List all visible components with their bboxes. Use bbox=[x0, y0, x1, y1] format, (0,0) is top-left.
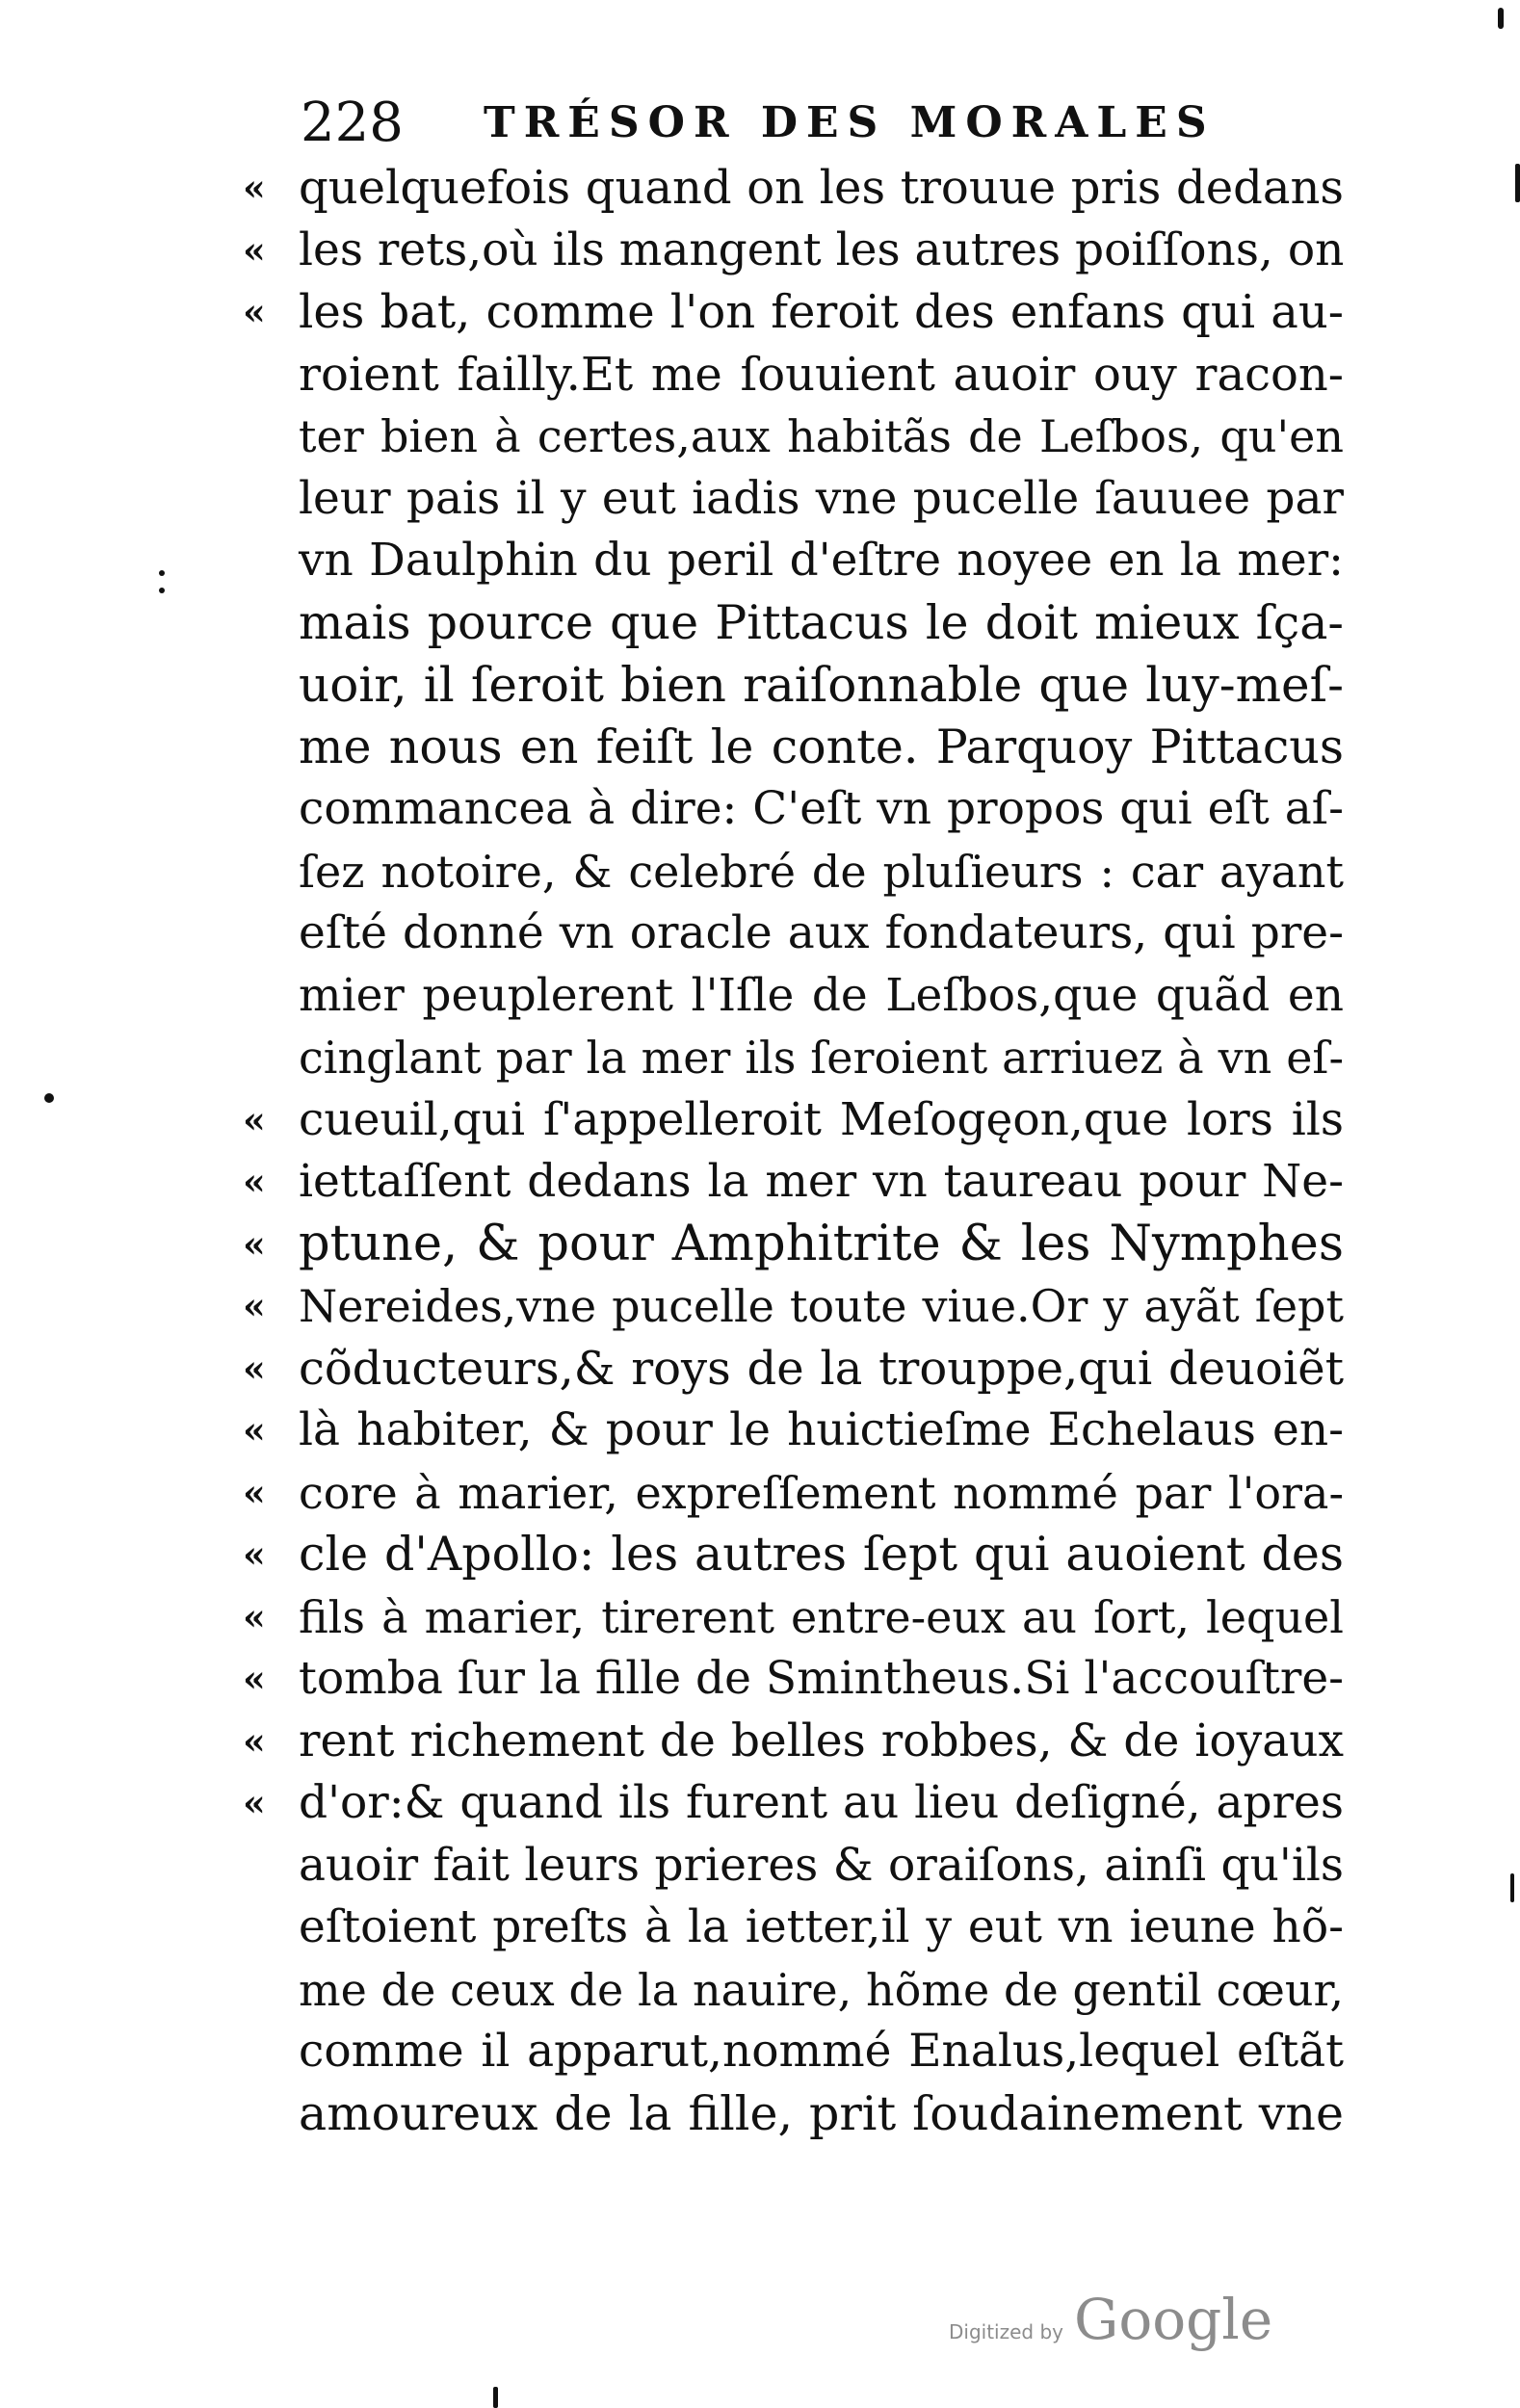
line-text: leur pais il y eut iadis vne pucelle ſauuee par bbox=[299, 471, 1344, 525]
text-line bbox=[243, 1089, 1344, 1152]
line-text: cle d'Apollo: les autres ſept qui auoient des bbox=[299, 1527, 1344, 1582]
text-line bbox=[243, 1214, 1344, 1276]
line-text: cinglant par la mer ils ſeroient arriuez à vn eſ- bbox=[299, 1032, 1344, 1084]
page-header bbox=[301, 85, 1225, 162]
text-block bbox=[243, 157, 1345, 2145]
line-text: auoir fait leurs prieres & oraiſons, ainſi qu'ils bbox=[299, 1838, 1344, 1892]
quotation-marker: « bbox=[243, 1657, 266, 1700]
digitized-watermark bbox=[949, 2288, 1276, 2355]
text-line bbox=[243, 220, 1345, 282]
line-text: uoir, il ſeroit bien raiſonnable que luy-meſ- bbox=[299, 657, 1344, 713]
quotation-marker: « bbox=[243, 227, 266, 272]
running-title: TRÉSOR DES MORALES bbox=[484, 98, 1216, 147]
text-line bbox=[243, 1400, 1344, 1462]
line-text: vn Daulphin du peril d'eſtre noyee en la mer: bbox=[299, 534, 1344, 587]
text-line bbox=[243, 1586, 1344, 1649]
text-line bbox=[299, 1027, 1344, 1089]
line-text: core à marier, expreſſement nommé par l'ora- bbox=[299, 1466, 1344, 1519]
line-text: cueuil,qui ſ'appelleroit Meſogęon,que lors ils bbox=[299, 1092, 1344, 1146]
line-text: eſté donné vn oracle aux fondateurs, qui pre- bbox=[299, 906, 1344, 959]
line-text: ptune, & pour Amphitrite & les Nymphes bbox=[299, 1215, 1344, 1272]
line-text: amoureux de la fille, prit ſoudainement vne bbox=[299, 2085, 1344, 2141]
text-line bbox=[299, 1897, 1344, 1959]
text-line bbox=[299, 717, 1344, 779]
text-line bbox=[299, 903, 1344, 965]
text-line bbox=[299, 1959, 1344, 2022]
quotation-marker: « bbox=[243, 290, 266, 333]
line-text: d'or:& quand ils furent au lieu deſigné, apres bbox=[299, 1776, 1344, 1829]
quotation-marker: « bbox=[243, 1470, 266, 1514]
quotation-marker: « bbox=[243, 1284, 266, 1327]
quotation-marker: « bbox=[243, 1221, 266, 1266]
line-text: eſtoient preſts à la ietter,il y eut vn ieune hõ- bbox=[299, 1900, 1344, 1953]
google-wordmark: Google bbox=[1074, 2287, 1273, 2352]
text-line bbox=[243, 1151, 1344, 1214]
text-line bbox=[243, 281, 1344, 344]
text-line bbox=[243, 1275, 1344, 1338]
line-text: quelquefois quand on les trouue pris dedans bbox=[299, 161, 1344, 215]
line-text: Nereides,vne pucelle toute viue.Or y ayãt ſept bbox=[299, 1280, 1344, 1332]
line-text: fils à marier, tirerent entre-eux au ſort, lequel bbox=[299, 1590, 1344, 1643]
margin-ink-mark bbox=[44, 1093, 54, 1103]
line-text: les rets,où ils mangent les autres poiſſons, on bbox=[299, 222, 1345, 276]
text-line bbox=[299, 841, 1344, 903]
line-text: là habiter, & pour le huictieſme Echelaus en- bbox=[299, 1403, 1344, 1456]
margin-ink-mark bbox=[1498, 8, 1504, 29]
line-text: comme il apparut,nommé Enalus,lequel eſtãt bbox=[299, 2025, 1344, 2078]
quotation-marker: « bbox=[243, 1097, 266, 1141]
margin-ink-mark bbox=[159, 570, 165, 576]
line-text: iettaſſent dedans la mer vn taureau pour Ne- bbox=[299, 1155, 1344, 1208]
text-line bbox=[243, 1462, 1344, 1525]
text-line bbox=[299, 654, 1344, 717]
text-line bbox=[243, 1772, 1344, 1835]
line-text: les bat, comme l'on feroit des enfans qui au- bbox=[299, 285, 1344, 339]
page-number: 228 bbox=[301, 92, 404, 154]
line-text: me de ceux de la nauire, hõme de gentil cœur, bbox=[299, 1963, 1344, 2016]
text-line bbox=[299, 965, 1344, 1028]
text-line bbox=[243, 1338, 1344, 1400]
line-text: roient failly.Et me ſouuient auoir ouy racon- bbox=[299, 347, 1344, 402]
line-text: me nous en feiſt le conte. Parquoy Pittacus bbox=[299, 719, 1344, 774]
text-line bbox=[299, 468, 1344, 531]
quotation-marker: « bbox=[243, 1532, 266, 1576]
quotation-marker: « bbox=[243, 1160, 266, 1203]
line-text: commancea à dire: C'eſt vn propos qui eſt aſ- bbox=[299, 782, 1344, 835]
line-text: rent richement de belles robbes, & de ioyaux bbox=[299, 1714, 1344, 1767]
margin-ink-mark bbox=[493, 2387, 498, 2408]
text-line bbox=[243, 1711, 1344, 1773]
margin-ink-mark bbox=[1515, 164, 1520, 202]
margin-ink-mark bbox=[1510, 1873, 1514, 1902]
text-line bbox=[243, 1648, 1345, 1711]
text-line bbox=[299, 778, 1344, 841]
text-line bbox=[299, 2021, 1344, 2083]
text-line bbox=[299, 592, 1344, 655]
text-line bbox=[299, 2083, 1344, 2146]
line-text: tomba ſur la fille de Smintheus.Si l'accouſtre- bbox=[299, 1652, 1345, 1705]
quotation-marker: « bbox=[243, 1781, 266, 1824]
text-line bbox=[243, 1524, 1344, 1586]
quotation-marker: « bbox=[243, 1408, 266, 1452]
margin-ink-mark bbox=[159, 588, 165, 593]
line-text: cõducteurs,& roys de la trouppe,qui deuoiẽt bbox=[299, 1341, 1344, 1396]
quotation-marker: « bbox=[243, 1718, 266, 1763]
quotation-marker: « bbox=[243, 166, 266, 209]
line-text: mier peuplerent l'Iſle de Leſbos,que quãd en bbox=[299, 968, 1344, 1022]
text-line bbox=[243, 157, 1344, 220]
line-text: mais pource que Pittacus le doit mieux ſça- bbox=[299, 594, 1344, 650]
text-line bbox=[299, 406, 1344, 468]
line-text: ter bien à certes,aux habitãs de Leſbos, qu'en bbox=[299, 410, 1344, 462]
digitized-by-label: Digitized by bbox=[949, 2320, 1063, 2343]
text-line bbox=[299, 1835, 1344, 1898]
quotation-marker: « bbox=[243, 1594, 266, 1638]
line-text: ſez notoire, & celebré de pluſieurs : car ayant bbox=[299, 845, 1344, 898]
quotation-marker: « bbox=[243, 1346, 266, 1390]
text-line bbox=[299, 344, 1344, 406]
text-line bbox=[299, 530, 1344, 592]
